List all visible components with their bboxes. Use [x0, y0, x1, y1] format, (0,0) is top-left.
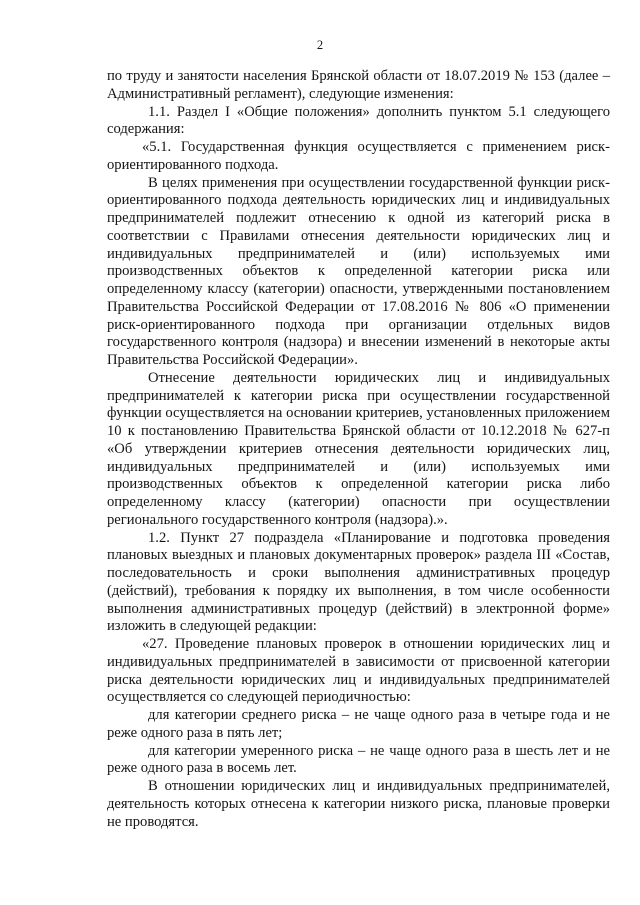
paragraph-1-1: 1.1. Раздел I «Общие положения» дополнить пунктом 5.1 следующего содержания:: [107, 103, 610, 138]
paragraph-1-2: 1.2. Пункт 27 подраздела «Планирование и подготовка проведения плановых выездных и плановых документарных проверок» раздела III «Состав, последовательность и сроки выполнения административных процедур (действий), требования к порядку их выполнения, в том числе особенности выполнения административных процедур (действий) в электронной форме» изложить в следующей редакции:: [107, 529, 610, 635]
paragraph-5-1: «5.1. Государственная функция осуществляется с применением риск-ориентированного подхода.: [107, 139, 610, 173]
paragraph-risk-classification: Отнесение деятельности юридических лиц и индивидуальных предпринимателей к категории риска при осуществлении государственной функции осуществляется на основании критериев, установленных приложением 10 к постановлению Правительства Брянской области от 10.12.2018 № 627-п «Об утверждении критериев отнесения деятельности юридических лиц, индивидуальных предпринимателей и (или) используемых ими производственных объектов к определенной категории риска либо определенному классу (категории) опасности при осуществлении регионального государственного контроля (надзора).».: [107, 369, 610, 528]
paragraph-medium-risk: для категории среднего риска – не чаще одного раза в четыре года и не реже одного раза в пять лет;: [107, 707, 610, 741]
paragraph-27: «27. Проведение плановых проверок в отношении юридических лиц и индивидуальных предпринимателей в зависимости от присвоенной категории риска деятельности юридических лиц и индивидуальных предпринимателей осуществляется со следующей периодичностью:: [107, 636, 610, 706]
paragraph-low-risk: В отношении юридических лиц и индивидуальных предпринимателей, деятельность которых отнесена к категории низкого риска, плановые проверки не проводятся.: [107, 778, 610, 830]
paragraph-moderate-risk: для категории умеренного риска – не чаще одного раза в шесть лет и не реже одного раза в восемь лет.: [107, 742, 610, 777]
paragraph-intro: по труду и занятости населения Брянской области от 18.07.2019 № 153 (далее – Административный регламент), следующие изменения:: [107, 68, 610, 102]
document-body: [107, 68, 610, 831]
paragraph-risk-approach: В целях применения при осуществлении государственной функции риск-ориентированного подхода деятельность юридических лиц и индивидуальных предпринимателей подлежит отнесению к одной из категорий риска в соответствии с Правилами отнесения деятельности юридических лиц и индивидуальных предпринимателей и (или) используемых ими производственных объектов к определенной категории риска или определенному классу (категории) опасности, утвержденными постановлением Правительства Российской Федерации от 17.08.2016 № 806 «О применении риск-ориентированного подхода при организации отдельных видов государственного контроля (надзора) и внесении изменений в некоторые акты Правительства Российской Федерации».: [107, 174, 610, 368]
page-number: 2: [316, 38, 324, 52]
